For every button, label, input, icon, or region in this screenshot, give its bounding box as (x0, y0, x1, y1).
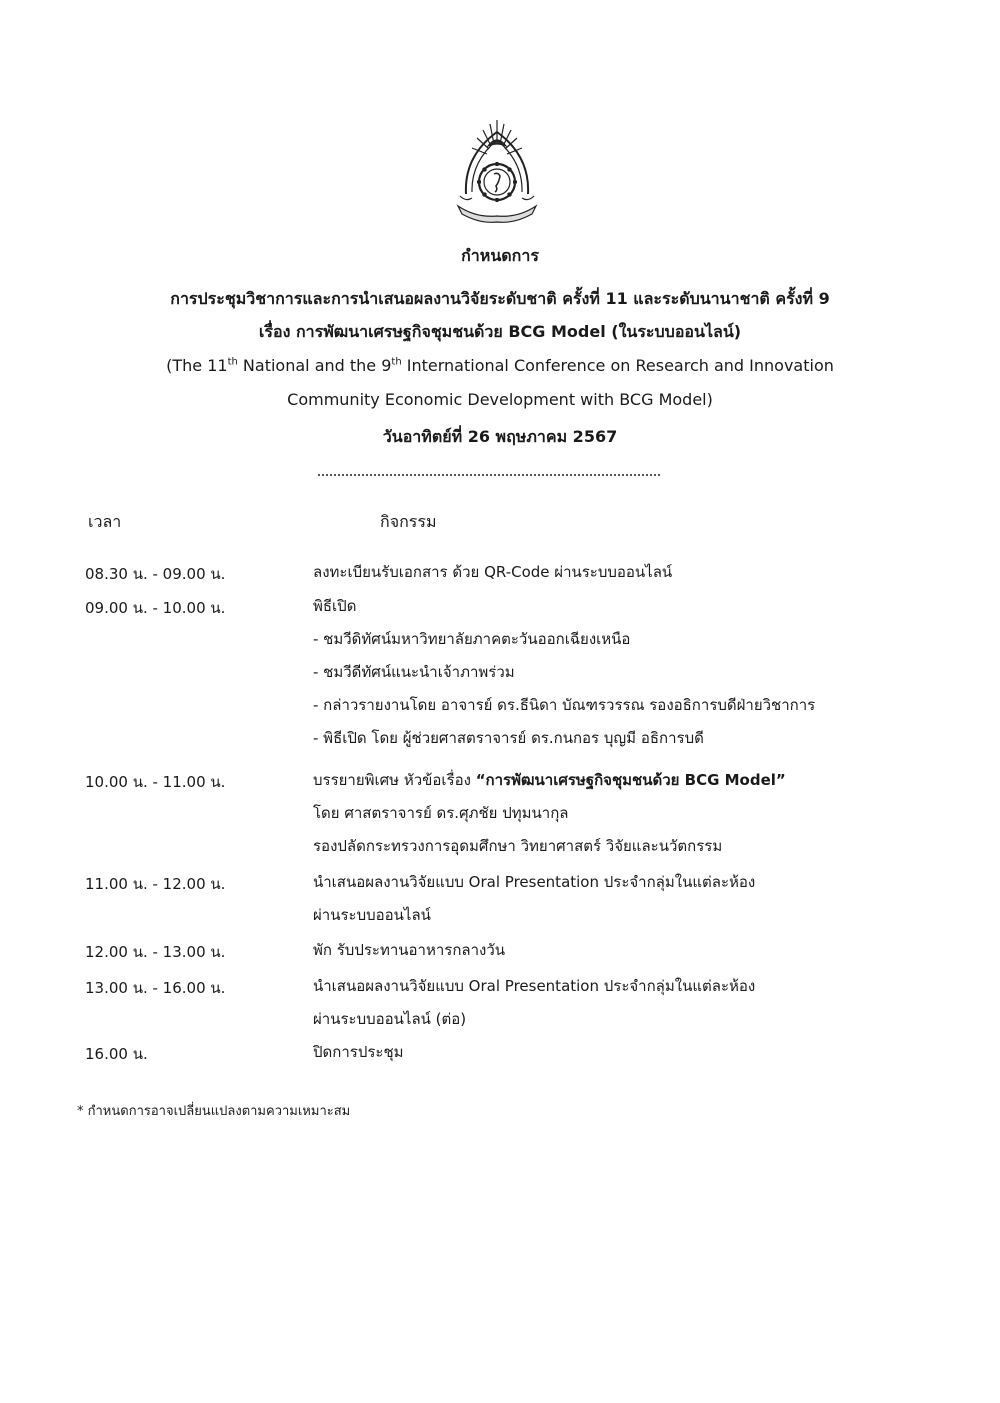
dotted-divider (318, 474, 660, 476)
superscript-th: th (227, 356, 238, 368)
conference-topic-thai: เรื่อง การพัฒนาเศรษฐกิจชุมชนด้วย BCG Model (ในระบบออนไลน์) (258, 322, 742, 341)
schedule-activity (313, 970, 873, 1036)
university-seal-icon (452, 116, 542, 228)
activity-line: ผ่านระบบออนไลน์ (313, 906, 431, 924)
superscript-th: th (391, 356, 402, 368)
schedule-time: 12.00 น. - 13.00 น. (85, 943, 226, 961)
activity-line (313, 764, 873, 797)
time-column-header: เวลา (88, 512, 122, 531)
activity-line-text: บรรยายพิเศษ หัวข้อเรื่อง (313, 771, 476, 789)
english-line-part: National and the 9 (237, 356, 392, 375)
schedule-activity (313, 764, 873, 863)
activity-line: พัก รับประทานอาหารกลางวัน (313, 941, 506, 959)
lecture-topic: “การพัฒนาเศรษฐกิจชุมชนด้วย BCG Model” (475, 771, 786, 789)
schedule-activity (313, 556, 873, 589)
english-line-part: International Conference on Research and Innovation (401, 356, 834, 375)
activity-line: - พิธีเปิด โดย ผู้ช่วยศาสตราจารย์ ดร.กนกอร บุญมี อธิการบดี (313, 729, 704, 747)
conference-topic-english: Community Economic Development with BCG Model) (287, 390, 713, 409)
activity-line: - ชมวีดีทัศน์แนะนำเจ้าภาพร่วม (313, 663, 515, 681)
schedule-activity (313, 866, 873, 932)
activity-line: นำเสนอผลงานวิจัยแบบ Oral Presentation ประจำกลุ่มในแต่ละห้อง (313, 977, 756, 995)
activity-line: รองปลัดกระทรวงการอุดมศึกษา วิทยาศาสตร์ วิจัยและนวัตกรรม (313, 837, 723, 855)
activity-line: - ชมวีดิทัศน์มหาวิทยาลัยภาคตะวันออกเฉียงเหนือ (313, 630, 631, 648)
activity-column-header: กิจกรรม (380, 512, 437, 531)
schedule-activity (313, 934, 873, 967)
schedule-time: 13.00 น. - 16.00 น. (85, 979, 226, 997)
schedule-time: 16.00 น. (85, 1045, 148, 1063)
schedule-activity (313, 1036, 873, 1069)
activity-line: นำเสนอผลงานวิจัยแบบ Oral Presentation ประจำกลุ่มในแต่ละห้อง (313, 873, 756, 891)
activity-line: - กล่าวรายงานโดย อาจารย์ ดร.ธีนิดา บัณฑรวรรณ รองอธิการบดีฝ่ายวิชาการ (313, 696, 816, 714)
activity-line: ผ่านระบบออนไลน์ (ต่อ) (313, 1010, 467, 1028)
activity-line: ปิดการประชุม (313, 1043, 404, 1061)
conference-name-english (0, 356, 1000, 375)
schedule-time: 11.00 น. - 12.00 น. (85, 875, 226, 893)
schedule-time: 08.30 น. - 09.00 น. (85, 565, 226, 583)
schedule-activity (313, 590, 873, 755)
conference-name-thai: การประชุมวิชาการและการนำเสนอผลงานวิจัยระดับชาติ ครั้งที่ 11 และระดับนานาชาติ ครั้งที่ 9 (170, 289, 830, 308)
footnote: * กำหนดการอาจเปลี่ยนแปลงตามความเหมาะสม (77, 1104, 351, 1119)
schedule-time: 10.00 น. - 11.00 น. (85, 773, 226, 791)
schedule-time: 09.00 น. - 10.00 น. (85, 599, 226, 617)
document-title: กำหนดการ (461, 246, 539, 265)
activity-line: พิธีเปิด (313, 597, 357, 615)
activity-line: โดย ศาสตราจารย์ ดร.ศุภชัย ปทุมนากุล (313, 804, 569, 822)
english-line-part: (The 11 (166, 356, 228, 375)
conference-date: วันอาทิตย์ที่ 26 พฤษภาคม 2567 (382, 427, 618, 446)
activity-line: ลงทะเบียนรับเอกสาร ด้วย QR-Code ผ่านระบบออนไลน์ (313, 563, 673, 581)
